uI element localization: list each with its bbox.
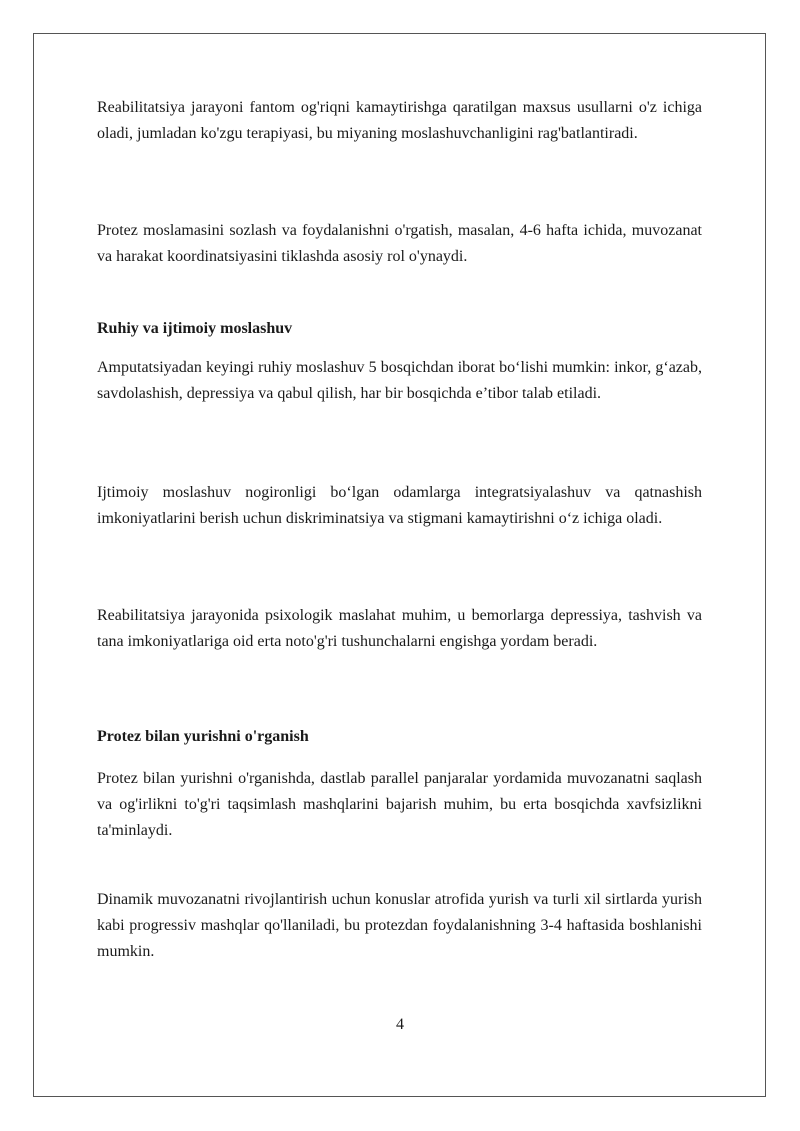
page-number: 4 — [396, 1016, 404, 1033]
paragraph-adaptation-stages: Amputatsiyadan keyingi ruhiy moslashuv 5 bosqichdan iborat bo‘lishi mumkin: inkor, g‘azab, savdolashish, depressiya va qabul qilish, har bir bosqichda e’tibor talab etiladi. — [97, 359, 702, 402]
paragraph-parallel-bars: Protez bilan yurishni o'rganishda, dastlab parallel panjaralar yordamida muvozanatni saqlash va og'irlikni to'g'ri taqsimlash mashqlarini bajarish muhim, bu erta bosqichda xavfsizlikni ta'minlaydi. — [97, 770, 702, 839]
paragraph-phantom-pain: Reabilitatsiya jarayoni fantom og'riqni kamaytirishga qaratilgan maxsus usullarni o'z ichiga oladi, jumladan ko'zgu terapiyasi, bu miyaning moslashuvchanligini rag'batlantiradi. — [97, 99, 702, 142]
heading-prosthetic-walking: Protez bilan yurishni o'rganish — [97, 728, 309, 745]
paragraph-psychological-counseling: Reabilitatsiya jarayonida psixologik maslahat muhim, u bemorlarga depressiya, tashvish va tana imkoniyatlariga oid erta noto'g'ri tushunchalarni engishga yordam beradi. — [97, 607, 702, 650]
heading-psychosocial-adaptation: Ruhiy va ijtimoiy moslashuv — [97, 320, 293, 337]
paragraph-prosthesis-fitting: Protez moslamasini sozlash va foydalanishni o'rgatish, masalan, 4-6 hafta ichida, muvozanat va harakat koordinatsiyasini tiklashda asosiy rol o'ynaydi. — [97, 222, 702, 265]
paragraph-dynamic-balance: Dinamik muvozanatni rivojlantirish uchun konuslar atrofida yurish va turli xil sirtlarda yurish kabi progressiv mashqlar qo'llaniladi, bu protezdan foydalanishning 3-4 haftasida boshlanishi mumkin. — [97, 891, 702, 960]
paragraph-social-adaptation: Ijtimoiy moslashuv nogironligi bo‘lgan odamlarga integratsiyalashuv va qatnashish imkoniyatlarini berish uchun diskriminatsiya va stigmani kamaytirishni o‘z ichiga oladi. — [97, 484, 702, 527]
